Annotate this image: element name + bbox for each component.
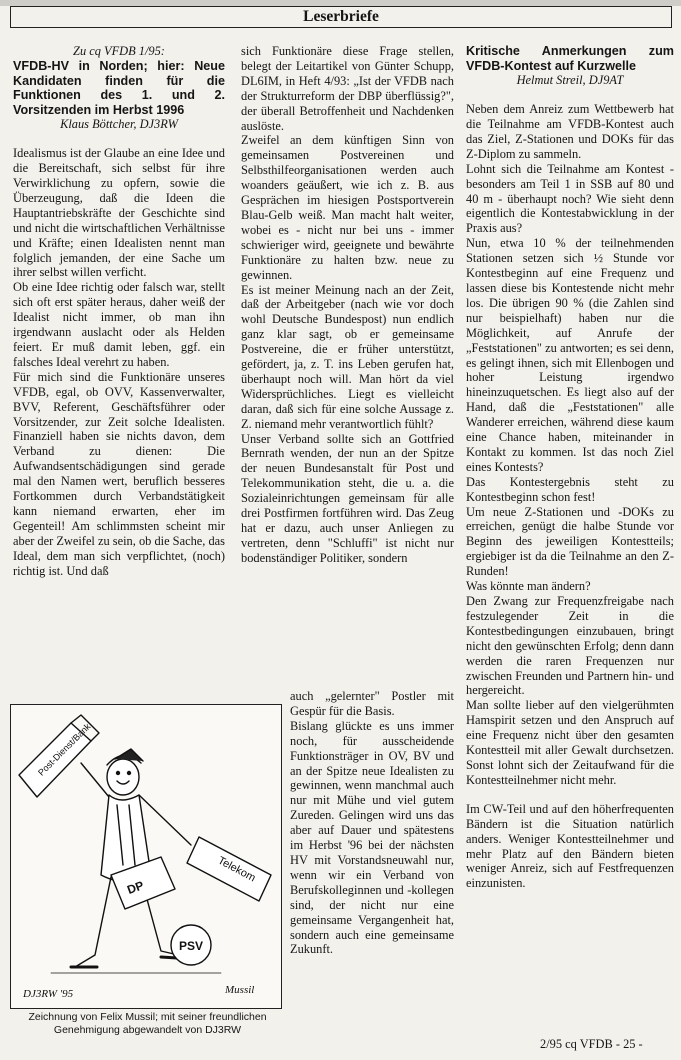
cartoon-caption: Zeichnung von Felix Mussil; mit seiner freundlichen Genehmigung abgewandelt von DJ3RW [28, 1011, 267, 1036]
article1-column-1 [13, 44, 225, 578]
article1-paragraph: Idealismus ist der Glaube an eine Idee und die Bereitschaft, sich selbst für ihre Verwirklichung zu opfern, sowie die Überzeugung, daß die Ideen die Hauptantriebskräfte der Geschichte sind und nicht die wirtschaftlichen Verhältnisse und Kräfte; einen Idealisten nennt man folglich jemanden, der eine Sache um ihrer selbst willen verficht. [13, 146, 225, 280]
bag-label-mid: DP [125, 878, 146, 897]
article1-paragraph: sich Funktionäre diese Frage stellen, belegt der Leitartikel von Günter Schupp, DL6IM, in Heft 4/93: „Ist der VFDB nach der Strukturreform der DBP überflüssig?", der überall Betroffenheit und Nachdenken auslöste. [241, 44, 454, 133]
cartoon-signature: DJ3RW '95 [23, 988, 74, 1000]
article2-paragraph: Im CW-Teil und auf den höherfrequenten Bändern ist die Situation natürlich anders. Weniger Kontestteilnehmer und mehr Platz auf den Bändern bieten weniger Anreiz, sich auf Festfrequenzen einzunisten. [466, 801, 674, 891]
article1-column-2 [241, 44, 454, 566]
article2-paragraph: Was könnte man ändern? [466, 579, 591, 594]
article2-author: Helmut Streil, DJ9AT [516, 73, 624, 88]
article1-paragraph: Bislang glückte es uns immer noch, für ausscheidende Funktionsträger in OV, BV und an der Spitze neue Idealisten zu gewinnen, wenn manchmal auch nur mit Mühe und viel gutem Zureden. Gelingen wird uns das aber auf Dauer und spätestens im Herbst '96 bei der nächsten HV mit Vorstandsneuwahl nur, wenn wir ein Verband von Berufskolleginnen und -kollegen sind, der nicht nur eine gemeinsame Vergangenheit hat, sondern auch eine gemeinsame Zukunft. [290, 718, 454, 957]
article1-paragraph: Es ist meiner Meinung nach an der Zeit, daß der Arbeitgeber (nach wie vor doch wohl Deutsche Bundespost) nun endlich ganz klar sagt, ob er gemeinsame Postvereine, die er früher unterstützt, gefördert, ja, z. T. ins Leben gerufen hat, überhaupt noch will. Man hört da viel Widersprüchliches. Liegt es vielleicht daran, daß sich für eine solche Aussage z. Z. niemand mehr verantwortlich fühlt? [241, 282, 454, 431]
cartoon-artist-signature: Mussil [225, 984, 255, 996]
section-header [10, 6, 672, 28]
article2-paragraph: Lohnt sich die Teilnahme am Kontest - besonders am Teil 1 in SSB auf 80 und 40 m - überhaupt noch? Wie sieht denn eigentlich die Kontestabwicklung in der Praxis aus? [466, 161, 674, 236]
article2-paragraph: Das Kontestergebnis steht zu Kontestbeginn schon fest! [466, 474, 674, 504]
article2-paragraph: Man sollte lieber auf den vielgerühmten Hamspirit setzen und den Anspruch auf eine Frequenz nicht über den gesamten Kontestteil mit aller Gewalt durchsetzen. Sonst lohnt sich der Zeitaufwand für die Kontestteilnehmer nicht mehr. [466, 698, 674, 787]
article1-paragraph: Unser Verband sollte sich an Gottfried Bernrath wenden, der nun an der Spitze der neuen Bundesanstalt für Post und Telekommunikation steht, die u. a. die Sozialeinrichtungen gemeinsam für alle drei Postfirmen fortführen wird. Das Zeug hat er dazu, auch unser Anliegen zu vertreten, denn "Schluffi" ist nicht nur bodenständiger Politiker, sondern [241, 431, 454, 565]
article1-column-2-continued [290, 689, 454, 957]
bag-label-right: Telekom [215, 854, 258, 885]
cartoon-illustration [10, 704, 282, 1009]
article1-paragraph: Für mich sind die Funktionäre unseres VFDB, egal, ob OVV, Kassenverwalter, BVV, Referent, Geschäftsführer oder Vorsitzender, zur Zeit solche Idealisten. Finanziell haben sie nichts davon, dem Verband zu dienen: Die Aufwandsentschädigungen sind gerade mal den Namen wert, beruflich besseres Fortkommen durch Verbandstätigkeit kann niemand erwarten, eher im Gegenteil! Am schlimmsten scheint mir aber der Zweifel zu sein, ob die Sache, das Ideal, dem man sich verpflichtet, (noch) richtig ist. Und daß [13, 369, 225, 578]
article2-paragraph: Den Zwang zur Frequenzfreigabe nach festzulegender Zeit in die Kontestbedingungen einzubauen, bringt nicht den gewünschten Erfolg; denn dann werden die raren Frequenzen nur zwischen Freunden und Partnern hin- und hergereicht. [466, 594, 674, 698]
article1-paragraph: Ob eine Idee richtig oder falsch war, stellt sich oft erst später heraus, daher weiß der Idealist nicht immer, ob man ihn irgendwann auslacht oder als Helden feiert. Er muß damit leben, ggf. ein falsches Ideal verehrt zu haben. [13, 280, 225, 369]
article2-paragraph: Nun, etwa 10 % der teilnehmenden Stationen setzen sich ½ Stunde vor Kontestbeginn auf eine Frequenz und lassen diese bis Kontestende nicht mehr los. Die übrigen 90 % (die Zahlen sind nur beispielhaft) haben nur die Möglichkeit, auf Anrufe der „Feststationen" zu antworten; es sei denn, es gelingt ihnen, sich mit Ellenbogen und hoher Leistung irgendwo hineinzuquetschen. Es liegt also auf der Hand, daß die „Feststationen" alle Wanderer erreichen, während diese kaum eine Chance haben, miteinander in Kontakt zu kommen. Ist das noch Ziel eines Kontests? [466, 236, 674, 474]
article1-paragraph: auch „gelernter" Postler mit Gespür für die Basis. [290, 689, 454, 718]
article2-headline: Kritische Anmerkungen zum VFDB-Kontest auf Kurzwelle [466, 44, 674, 73]
article1-author: Klaus Böttcher, DJ3RW [60, 117, 178, 132]
bag-label-left: Post-Dienst/Bank [36, 721, 93, 778]
cartoon-drawing [11, 705, 281, 1008]
section-title: Leserbriefe [303, 8, 379, 25]
article1-reference: Zu cq VFDB 1/95: [73, 44, 165, 58]
article2-column [466, 44, 674, 891]
article1-paragraph: Zweifel an dem künftigen Sinn von gemeinsamen Postvereinen und Selbsthilfeorganisationen werden auch woanders geäußert, wie ich z. B. aus Gesprächen im hiesigen Postsportverein Blau-Gelb weiß. Man macht halt weiter, wobei es - nicht nur bei uns - immer schwieriger wird, geeignete und bewährte Funktionäre zu halten bzw. neue zu gewinnen. [241, 133, 454, 282]
article2-paragraph: Um neue Z-Stationen und -DOKs zu erreichen, genügt die halbe Stunde vor Beginn des jeweiligen Kontestteils; ergiebiger ist da die Teilnahme an den Z-Runden! [466, 504, 674, 579]
page-footer: 2/95 cq VFDB - 25 - [540, 1037, 643, 1051]
article1-headline: VFDB-HV in Norden; hier: Neue Kandidaten finden für die Funktionen des 1. und 2. Vorsitzenden im Herbst 1996 [13, 58, 225, 117]
bag-label-bottom: PSV [179, 939, 204, 953]
article2-paragraph: Neben dem Anreiz zum Wettbewerb hat die Teilnahme am VFDB-Kontest auch das Ziel, Z-Stationen und DOKs für das Z-Diplom zu sammeln. [466, 102, 674, 161]
